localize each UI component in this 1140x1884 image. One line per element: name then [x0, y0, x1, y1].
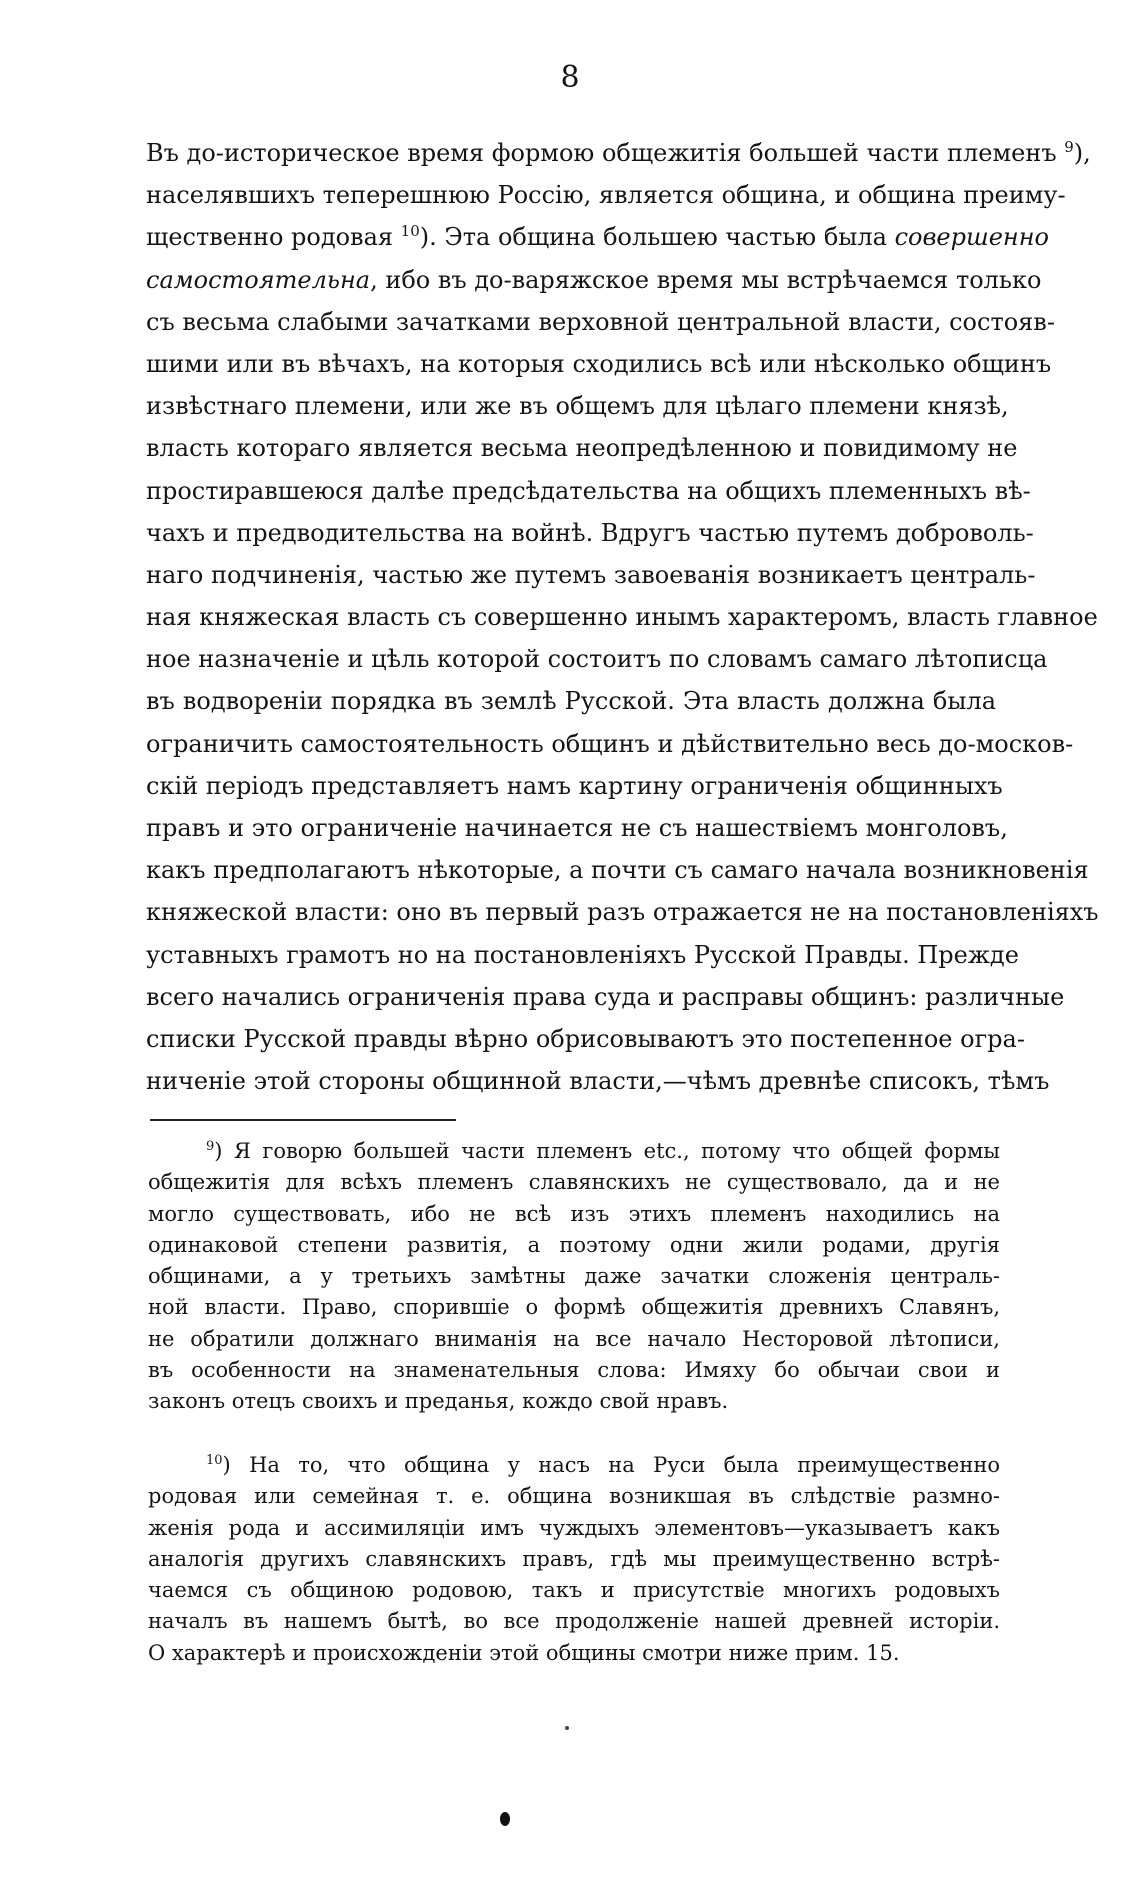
- text-line: уставныхъ грамотъ но на постановленіяхъ Русской Правды. Прежде: [146, 940, 1019, 969]
- footnote-line: не обратили должнаго вниманія на все начало Несторовой лѣтописи,: [148, 1326, 1000, 1351]
- text-line: всего начались ограниченія права суда и расправы общинъ: различные: [146, 982, 1065, 1011]
- text-line: ниченіе этой стороны общинной власти,—чѣмъ древнѣе списокъ, тѣмъ: [146, 1067, 1050, 1096]
- footnote-line: О характерѣ и происхожденіи этой общины смотри ниже прим. 15.: [148, 1640, 900, 1665]
- footnote-line: могло существовать, ибо не всѣ изъ этихъ племенъ находились на: [148, 1201, 1000, 1226]
- footnote-divider: [150, 1119, 456, 1121]
- text-line: извѣстнаго племени, или же въ общемъ для цѣлаго племени князѣ,: [146, 392, 1009, 421]
- footnote-marker: 10: [206, 1453, 223, 1468]
- footnote-line: одинаковой степени развитія, а поэтому одни жили родами, другія: [148, 1232, 1000, 1257]
- main-text: [146, 132, 1099, 1102]
- text-line: самостоятельна, ибо въ до-варяжское время мы встрѣчаемся только: [146, 265, 1042, 294]
- footnote-10: [148, 1450, 1000, 1669]
- footnote-marker: 9: [206, 1139, 215, 1154]
- footnote-line: общежитія для всѣхъ племенъ славянскихъ не существовало, да и не: [148, 1170, 1000, 1195]
- text-line: съ весьма слабыми зачатками верховной центральной власти, состояв-: [146, 307, 1055, 336]
- footnote-line: чаемся съ общиною родовою, такъ и присутствіе многихъ родовыхъ: [148, 1578, 1000, 1603]
- text-line: шими или въ вѣчахъ, на которыя сходились всѣ или нѣсколько общинъ: [146, 349, 1052, 378]
- footnote-line: $^9$) Я говорю большей части племенъ etc., потому что общей формы: [206, 1139, 1000, 1163]
- footnote-9: [148, 1136, 1000, 1418]
- text-line: списки Русской правды вѣрно обрисовываютъ это постепенное огра-: [146, 1024, 1025, 1053]
- text-line: ное назначеніе и цѣль которой состоитъ по словамъ самаго лѣтописца: [146, 645, 1048, 674]
- page-number: 8: [560, 60, 580, 95]
- text-line: щественно родовая $^{10}$). Эта община большею частью была совершенно: [146, 222, 1049, 252]
- footnote-line: женія рода и ассимиляціи имъ чуждыхъ элементовъ—указываетъ какъ: [148, 1515, 1000, 1540]
- footnote-ref: 10: [400, 222, 420, 241]
- text-line: власть котораго является весьма неопредѣленною и повидимому не: [146, 434, 1018, 463]
- text-line: чахъ и предводительства на войнѣ. Вдругъ частью путемъ доброволь-: [146, 518, 1034, 547]
- footnote-line: $^{10}$) На то, что община у насъ на Руси была преимущественно: [206, 1453, 1000, 1477]
- ink-speck: [565, 1726, 569, 1730]
- text-line: наго подчиненія, частью же путемъ завоеванія возникаетъ централь-: [146, 560, 1036, 589]
- text-line: скій періодъ представляетъ намъ картину ограниченія общинныхъ: [146, 771, 1003, 800]
- text-line: простиравшеюся далѣе предсѣдательства на общихъ племенныхъ вѣ-: [146, 476, 1031, 505]
- footnote-line: ной власти. Право, спорившіе о формѣ общежитія древнихъ Славянъ,: [148, 1295, 1000, 1320]
- footnote-line: началъ въ нашемъ бытѣ, во все продолженіе нашей древней исторіи.: [148, 1609, 1000, 1634]
- text-line: ограничить самостоятельность общинъ и дѣйствительно весь до-москов-: [146, 729, 1074, 758]
- footnote-line: родовая или семейная т. е. община возникшая въ слѣдствіе размно-: [148, 1484, 1000, 1509]
- text-line: какъ предполагаютъ нѣкоторые, а почти съ самаго начала возникновенія: [146, 856, 1089, 885]
- footnote-line: въ особенности на знаменательныя слова: Имяху бо обычаи свои и: [148, 1358, 1000, 1383]
- ink-blot: [500, 1812, 510, 1826]
- footnote-line: общинами, а у третьихъ замѣтны даже зачатки сложенія централь-: [148, 1264, 1000, 1289]
- footnote-line: законъ отецъ своихъ и преданья, кождо свой нравъ.: [148, 1389, 729, 1414]
- text-line: правъ и это ограниченіе начинается не съ нашествіемъ монголовъ,: [146, 814, 1008, 842]
- text-line: въ водвореніи порядка въ землѣ Русской. Эта власть должна была: [146, 687, 996, 716]
- text-line: Въ до-историческое время формою общежитія большей части племенъ $^9$),: [146, 138, 1091, 167]
- text-line: населявшихъ теперешнюю Россію, является община, и община преиму-: [146, 181, 1066, 210]
- footnote-ref: 9: [1064, 138, 1074, 156]
- text-line: ная княжеская власть съ совершенно инымъ характеромъ, власть главное: [146, 603, 1098, 632]
- emphasis: совершенно: [894, 223, 1049, 252]
- emphasis: самостоятельна: [146, 265, 371, 294]
- footnote-line: аналогія другихъ славянскихъ правъ, гдѣ мы преимущественно встрѣ-: [148, 1546, 1000, 1571]
- text-line: княжеской власти: оно въ первый разъ отражается не на постановленіяхъ: [146, 898, 1099, 927]
